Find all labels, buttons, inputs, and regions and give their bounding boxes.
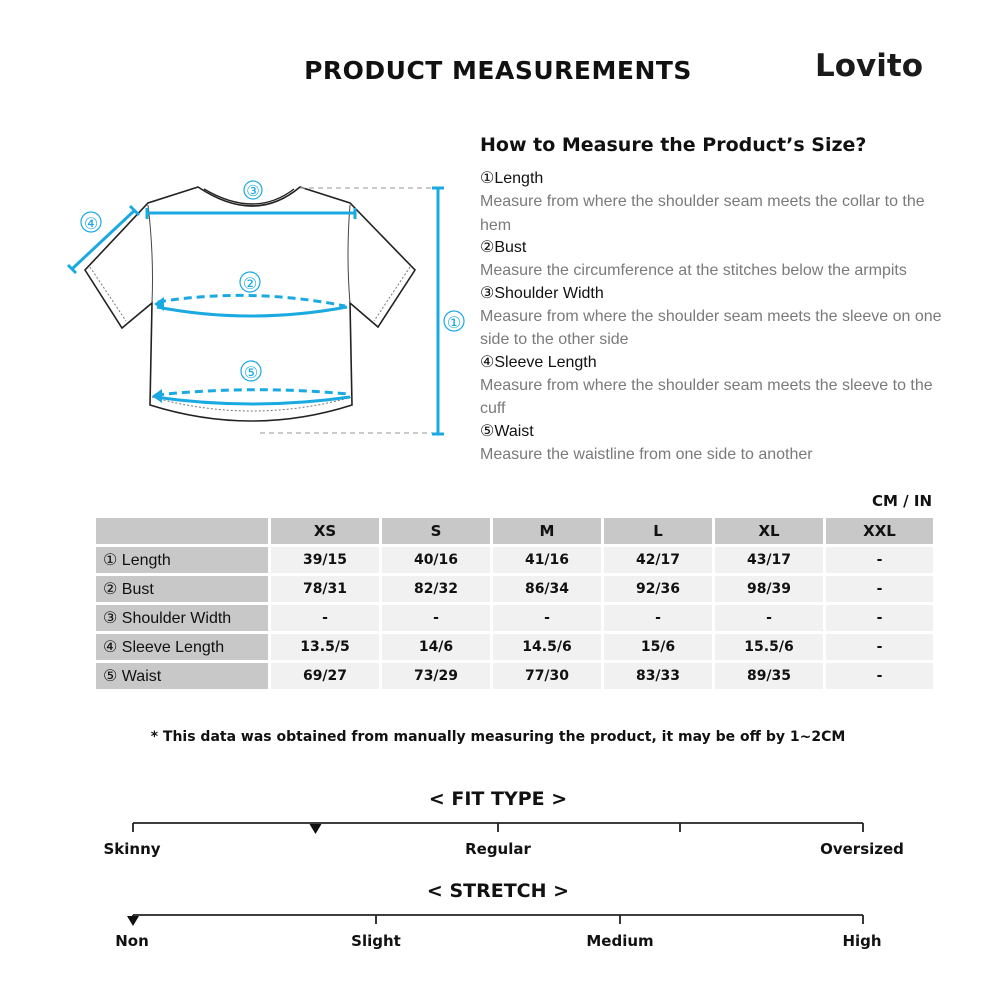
- measure-name: ③Shoulder Width: [480, 284, 604, 302]
- table-row: [96, 576, 933, 602]
- table-cell: -: [826, 547, 933, 573]
- measure-item-length: [480, 168, 950, 237]
- table-row: [96, 663, 933, 689]
- fit-label-regular: Regular: [465, 840, 531, 858]
- table-cell: -: [826, 634, 933, 660]
- measure-desc: Measure from where the shoulder seam meets the collar to the hem: [480, 193, 925, 234]
- fit-type-marker: [310, 824, 322, 834]
- unit-label: CM / IN: [872, 492, 932, 510]
- table-cell: -: [493, 605, 601, 631]
- fit-type-title: < FIT TYPE >: [428, 788, 568, 810]
- stretch-marker: [127, 916, 139, 926]
- diagram-label-5: ⑤: [243, 363, 259, 382]
- diagram-label-1: ①: [446, 313, 462, 332]
- tshirt-outline: [85, 187, 415, 421]
- stretch-label-slight: Slight: [351, 932, 401, 950]
- table-row: [96, 634, 933, 660]
- table-cell: 13.5/5: [271, 634, 379, 660]
- measure-desc: Measure from where the shoulder seam meets the sleeve to the cuff: [480, 376, 933, 417]
- table-cell: 83/33: [604, 663, 712, 689]
- size-header: XXL: [826, 518, 933, 544]
- size-header: XS: [271, 518, 379, 544]
- size-header: L: [604, 518, 712, 544]
- table-cell: -: [382, 605, 490, 631]
- measure-name: ①Length: [480, 170, 544, 187]
- table-cell: 77/30: [493, 663, 601, 689]
- fit-label-skinny: Skinny: [103, 840, 161, 858]
- diagram-label-4: ④: [83, 214, 99, 233]
- table-cell: 82/32: [382, 576, 490, 602]
- measure-name: ⑤Waist: [480, 422, 534, 440]
- table-row: [96, 605, 933, 631]
- measure-desc: Measure the circumference at the stitches below the armpits: [480, 262, 907, 279]
- header-blank: [96, 518, 268, 544]
- how-to-measure-section: [480, 134, 950, 466]
- table-cell: 43/17: [715, 547, 823, 573]
- measure-name: ④Sleeve Length: [480, 353, 597, 371]
- size-header-row: [96, 518, 933, 544]
- table-cell: 92/36: [604, 576, 712, 602]
- diagram-label-3: ③: [246, 182, 260, 200]
- table-cell: -: [826, 663, 933, 689]
- stretch-label-medium: Medium: [586, 932, 654, 950]
- measure-item-bust: [480, 237, 950, 283]
- page-title: PRODUCT MEASUREMENTS: [304, 56, 692, 85]
- row-label: ② Bust: [96, 576, 268, 602]
- measure-item-waist: [480, 421, 950, 467]
- stretch-title: < STRETCH >: [426, 880, 570, 902]
- row-label: ① Length: [96, 547, 268, 573]
- table-cell: -: [715, 605, 823, 631]
- row-label: ④ Sleeve Length: [96, 634, 268, 660]
- size-header: S: [382, 518, 490, 544]
- table-cell: 98/39: [715, 576, 823, 602]
- size-header: M: [493, 518, 601, 544]
- brand-logo: Lovito: [815, 48, 924, 84]
- measure-desc: Measure from where the shoulder seam meets the sleeve on one side to the other side: [480, 307, 942, 348]
- table-cell: 39/15: [271, 547, 379, 573]
- how-to-measure-heading: How to Measure the Product’s Size?: [480, 134, 867, 156]
- stretch-label-high: High: [842, 932, 882, 950]
- measure-desc: Measure the waistline from one side to another: [480, 445, 813, 463]
- table-cell: 40/16: [382, 547, 490, 573]
- table-cell: 86/34: [493, 576, 601, 602]
- measurement-note: * This data was obtained from manually measuring the product, it may be off by 1~2CM: [150, 729, 846, 745]
- stretch-label-non: Non: [115, 932, 149, 950]
- table-cell: 73/29: [382, 663, 490, 689]
- table-cell: 41/16: [493, 547, 601, 573]
- table-cell: 69/27: [271, 663, 379, 689]
- table-cell: 15/6: [604, 634, 712, 660]
- table-cell: -: [826, 576, 933, 602]
- table-cell: 14.5/6: [493, 634, 601, 660]
- table-cell: 42/17: [604, 547, 712, 573]
- table-cell: 15.5/6: [715, 634, 823, 660]
- row-label: ③ Shoulder Width: [96, 605, 268, 631]
- table-cell: -: [271, 605, 379, 631]
- row-label: ⑤ Waist: [96, 663, 268, 689]
- table-cell: -: [604, 605, 712, 631]
- measure-name: ②Bust: [480, 239, 527, 256]
- tshirt-measurement-diagram: [60, 175, 480, 445]
- measure-item-shoulder-width: [480, 283, 950, 352]
- table-cell: -: [826, 605, 933, 631]
- size-header: XL: [715, 518, 823, 544]
- diagram-label-2: ②: [242, 274, 258, 293]
- table-cell: 89/35: [715, 663, 823, 689]
- measure-item-sleeve-length: [480, 352, 950, 421]
- table-cell: 78/31: [271, 576, 379, 602]
- table-cell: 14/6: [382, 634, 490, 660]
- table-row: [96, 547, 933, 573]
- size-table: [93, 515, 936, 692]
- fit-label-oversized: Oversized: [820, 840, 904, 858]
